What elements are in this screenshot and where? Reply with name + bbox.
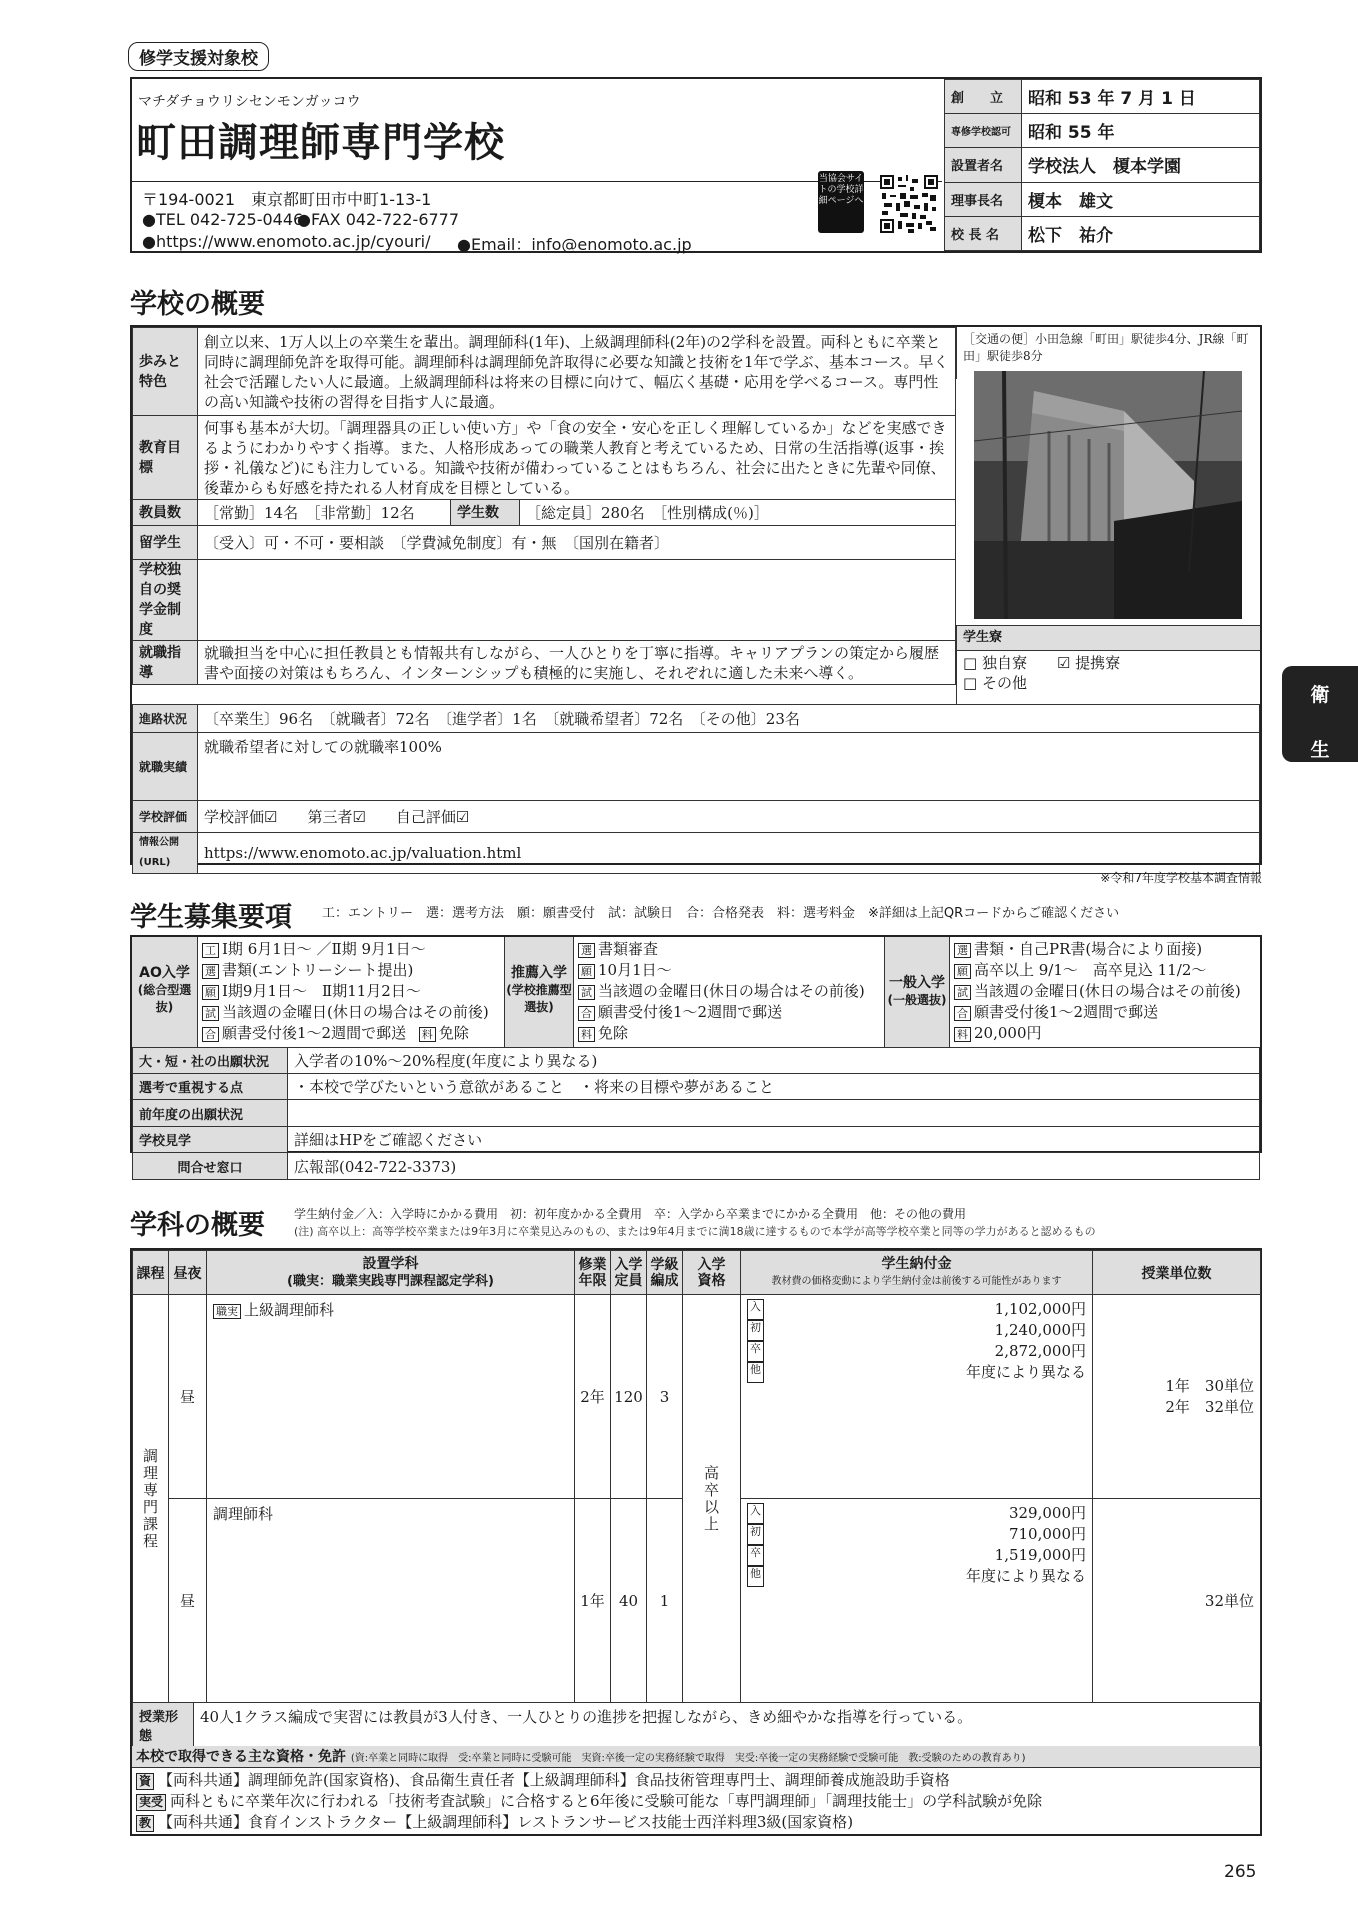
form-text: 40人1クラス編成で実習には教員が3人付き、一人ひとりの進捗を把握しながら、きめ細やかな指導を行っている。 xyxy=(194,1703,1260,1747)
school-building-photo xyxy=(974,371,1242,619)
survey-footnote: ※令和7年度学校基本調査情報 xyxy=(1100,871,1262,885)
disclosure-label: 情報公開(URL) xyxy=(133,833,198,874)
info-label: 専修学校認可 xyxy=(945,114,1022,148)
list-item: 実受 両科ともに卒業年次に行われる「技術考査試験」に合格すると6年後に受験可能な「専門調理師」「調理技能士」の学科試験が免除 xyxy=(136,1791,1256,1812)
dept-years: 2年 xyxy=(575,1295,611,1499)
dept-box xyxy=(130,1248,1262,1836)
intl-label: 留学生 xyxy=(133,526,198,560)
col-years: 修業年限 xyxy=(575,1251,611,1295)
recruit-row-value: ・本校で学びたいという意欲があること ・将来の目標や夢があること xyxy=(288,1074,1260,1100)
recruit-row-label: 選考で重視する点 xyxy=(133,1074,288,1100)
recruit-row-value: 詳細はHPをご確認ください xyxy=(288,1127,1260,1153)
form-label: 授業形態 xyxy=(133,1703,194,1747)
page-number: 265 xyxy=(1224,1862,1257,1882)
support-badge: 修学支援対象校 xyxy=(128,42,269,71)
col-course: 課程 xyxy=(133,1251,169,1295)
students-value: ［総定員］280名 ［性別構成(％)］ xyxy=(520,500,956,526)
scholarship-value xyxy=(198,560,956,641)
scholarship-label: 学校独自の奨学金制度 xyxy=(133,560,198,641)
gen-label: 一般入学 (一般選抜) xyxy=(884,937,950,1047)
col-capacity: 入学定員 xyxy=(611,1251,647,1295)
dept-classes: 1 xyxy=(647,1499,683,1703)
disclosure-link[interactable]: https://www.enomoto.ac.jp/valuation.html xyxy=(198,833,1260,874)
path-label: 進路状況 xyxy=(133,705,198,733)
ao-details: 工 Ⅰ期 6月1日～ ／Ⅱ期 9月1日～ 選 書類(エントリーシート提出) 願 Ⅰ期9月1日～ Ⅱ期11月2日～ 試 当該週の金曜日(休日の場合はその前後) 合 願書受付後1～2週間で郵送 料 免除 xyxy=(202,939,502,1044)
founder-value: 学校法人 榎本学園 xyxy=(1022,148,1260,182)
eval-label: 学校評価 xyxy=(133,801,198,833)
school-info-table xyxy=(944,79,1260,251)
eligibility: 高卒以上 xyxy=(683,1295,741,1703)
certified-tag: 職実 xyxy=(213,1304,241,1319)
list-item: 教 【両科共通】食育インストラクター【上級調理師科】レストランサービス技能士西洋料理3級(国家資格) xyxy=(136,1812,1256,1833)
col-credits: 授業単位数 xyxy=(1093,1251,1261,1295)
history-label: 歩みと特色 xyxy=(133,328,198,416)
school-kana: マチダチョウリシセンモンガッコウ xyxy=(138,94,361,110)
eval-value: 学校評価☑ 第三者☑ 自己評価☑ xyxy=(198,801,1260,833)
approval-value: 昭和 55 年 xyxy=(1022,114,1260,148)
recruit-row-value xyxy=(288,1100,1260,1127)
school-tel: ●TEL 042-725-0446 xyxy=(142,210,304,229)
dept-years: 1年 xyxy=(575,1499,611,1703)
school-website-link[interactable]: ●https://www.enomoto.ac.jp/cyouri/ xyxy=(142,232,431,251)
col-dept: 設置学科 (職実：職業実践専門課程認定学科) xyxy=(207,1251,575,1295)
qr-code[interactable] xyxy=(880,175,938,233)
teachers-value: ［常勤］14名 ［非常勤］12名 xyxy=(198,500,451,526)
school-fax: ●FAX 042-722-6777 xyxy=(297,210,460,229)
info-label: 理事長名 xyxy=(945,182,1022,216)
career-text: 就職担当を中心に担任教員とも情報共有しながら、一人ひとりを丁寧に指導。キャリアプランの策定から履歴書や面接の対策はもちろん、インターンシップも積極的に実施し、それぞれに適した未来へ導く。 xyxy=(198,641,956,685)
access-info: ［交通の便］小田急線「町田」駅徒歩4分、JR線「町田」駅徒歩8分 xyxy=(956,327,1260,379)
founded-value: 昭和 53 年 7 月 1 日 xyxy=(1022,80,1260,114)
dept-capacity: 40 xyxy=(611,1499,647,1703)
career-label: 就職指導 xyxy=(133,641,198,685)
dept-name: 上級調理師科 xyxy=(244,1301,335,1319)
dorm-label: 学生寮 xyxy=(957,626,1260,651)
recruit-row-value: 入学者の10%～20%程度(年度により異なる) xyxy=(288,1048,1260,1074)
info-label: 校 長 名 xyxy=(945,216,1022,250)
col-classes: 学級編成 xyxy=(647,1251,683,1295)
goal-label: 教育目標 xyxy=(133,416,198,500)
col-fees: 学生納付金 教材費の価格変動により学生納付金は前後する可能性があります xyxy=(741,1251,1093,1295)
dept-capacity: 120 xyxy=(611,1295,647,1499)
recruit-box xyxy=(130,935,1262,1176)
recruit-row-value: 広報部(042-722-3373) xyxy=(288,1153,1260,1180)
recruit-row-label: 大・短・社の出願状況 xyxy=(133,1048,288,1074)
course-name: 調理専門課程 xyxy=(133,1295,169,1703)
recruit-row-label: 学校見学 xyxy=(133,1127,288,1153)
info-label: 設置者名 xyxy=(945,148,1022,182)
overview-box xyxy=(130,325,1262,868)
dept-credits: 32単位 xyxy=(1093,1499,1261,1703)
fee-legend: 学生納付金／入：入学時にかかる費用 初：初年度かかる全費用 卒：入学から卒業までにかかる全費用 他：その他の費用 xyxy=(294,1207,967,1221)
gen-details: 選 書類・自己PR書(場合により面接) 願 高卒以上 9/1～ 高卒見込 11/2～ 試 当該週の金曜日(休日の場合はその前後) 合 願書受付後1～2週間で郵送 料 20,000円 xyxy=(954,939,1258,1044)
recruit-legend: 工：エントリー 選：選考方法 願：願書受付 試：試験日 合：合格発表 料：選考料金 ※詳細は上記QRコードからご確認ください xyxy=(322,906,1120,921)
teachers-label: 教員数 xyxy=(133,500,198,526)
col-time: 昼夜 xyxy=(169,1251,207,1295)
chairman-value: 榎本 雄文 xyxy=(1022,182,1260,216)
intl-value: 〔受入〕可・不可・要相談 〔学費減免制度〕有・無 〔国別在籍者〕 xyxy=(198,526,956,560)
jobs-label: 就職実績 xyxy=(133,733,198,801)
recruit-row-label: 前年度の出願状況 xyxy=(133,1100,288,1127)
col-eligibility: 入学資格 xyxy=(683,1251,741,1295)
school-email-link[interactable]: ●Email：info@enomoto.ac.jp xyxy=(457,235,692,254)
dept-fees: 入 1,102,000円 初 1,240,000円 卒 2,872,000円 他 年度により異なる xyxy=(741,1295,1093,1499)
dept-classes: 3 xyxy=(647,1295,683,1499)
school-name: 町田調理師専門学校 xyxy=(136,120,505,166)
eligibility-note: (注) 高卒以上：高等学校卒業または9年3月に卒業見込みのもの、または9年4月までに満18歳に達するもので本学が高等学校卒業と同等の学力があると認めるもの xyxy=(294,1225,1096,1238)
quals-list xyxy=(136,1770,1256,1833)
dept-time: 昼 xyxy=(169,1499,207,1703)
dept-name-cell xyxy=(207,1295,575,1499)
dept-title: 学科の概要 xyxy=(130,1210,265,1241)
overview-title: 学校の概要 xyxy=(130,289,265,320)
quals-header: 本校で取得できる主な資格・免許 (資:卒業と同時に取得 受:卒業と同時に受験可能 実資:卒後一定の実務経験で取得 実受:卒後一定の実務経験で受験可能 教:受験のための教育あり) xyxy=(132,1746,1260,1768)
dept-time: 昼 xyxy=(169,1295,207,1499)
history-text: 創立以来、1万人以上の卒業生を輩出。調理師科(1年)、上級調理師科(2年)の2学科を設置。両科ともに卒業と同時に調理師免許を取得可能。調理師科は調理師免許取得に必要な知識と技術を1年で学ぶ、基本コース。早く社会で活躍したい人に最適。上級調理師科は将来の目標に向けて、幅広く基礎・応用を学べるコース。専門性の高い知識や技術の習得を目指す人に最適。 xyxy=(198,328,956,416)
ao-label: AO入学 (総合型選抜) xyxy=(132,937,198,1047)
path-value: 〔卒業生〕96名 〔就職者〕72名 〔進学者〕1名 〔就職希望者〕72名 〔その他〕23名 xyxy=(198,705,1260,733)
side-category-tab: 衛 生 xyxy=(1282,666,1358,762)
dept-credits: 1年 30単位 2年 32単位 xyxy=(1093,1295,1261,1499)
principal-value: 松下 祐介 xyxy=(1022,216,1260,250)
recruit-title: 学生募集要項 xyxy=(130,902,292,933)
table-row xyxy=(133,1295,1261,1499)
jobs-value: 就職希望者に対しての就職率100% xyxy=(198,733,1260,801)
qr-caption: 当協会サイトの学校詳細ページへ xyxy=(818,171,864,233)
recruit-row-label: 問合せ窓口 xyxy=(133,1153,288,1180)
goal-text: 何事も基本が大切。「調理器具の正しい使い方」や「食の安全・安心を正しく理解しているか」などを実感できるようにわかりやすく指導。また、人格形成あっての職業人教育と考えているため、日常の生活指導(返事・挨拶・礼儀など)にも注力している。知識や技術が備わっていることはもちろん、社会に出たときに先輩や同僚、後輩からも好感を持たれる人材育成を目標としている。 xyxy=(198,416,956,500)
school-header xyxy=(130,77,1262,253)
students-label: 学生数 xyxy=(451,500,520,526)
rec-details: 選 書類審査 願 10月1日～ 試 当該週の金曜日(休日の場合はその前後) 合 願書受付後1～2週間で郵送 料 免除 xyxy=(578,939,878,1044)
dorm-box xyxy=(956,625,1260,705)
school-address: 〒194-0021 東京都町田市中町1-13-1 xyxy=(142,190,432,209)
rec-label: 推薦入学 (学校推薦型選抜) xyxy=(504,937,574,1047)
dept-name: 調理師科 xyxy=(207,1499,575,1703)
info-label: 創 立 xyxy=(945,80,1022,114)
dorm-options-other: □ その他 xyxy=(963,674,1027,692)
list-item: 資 【両科共通】調理師免許(国家資格)、食品衛生責任者【上級調理師科】食品技術管理専門士、調理師養成施設助手資格 xyxy=(136,1770,1256,1791)
dept-fees: 入 329,000円 初 710,000円 卒 1,519,000円 他 年度により異なる xyxy=(741,1499,1093,1703)
dorm-options: □ 独自寮 ☑ 提携寮 xyxy=(963,654,1121,672)
